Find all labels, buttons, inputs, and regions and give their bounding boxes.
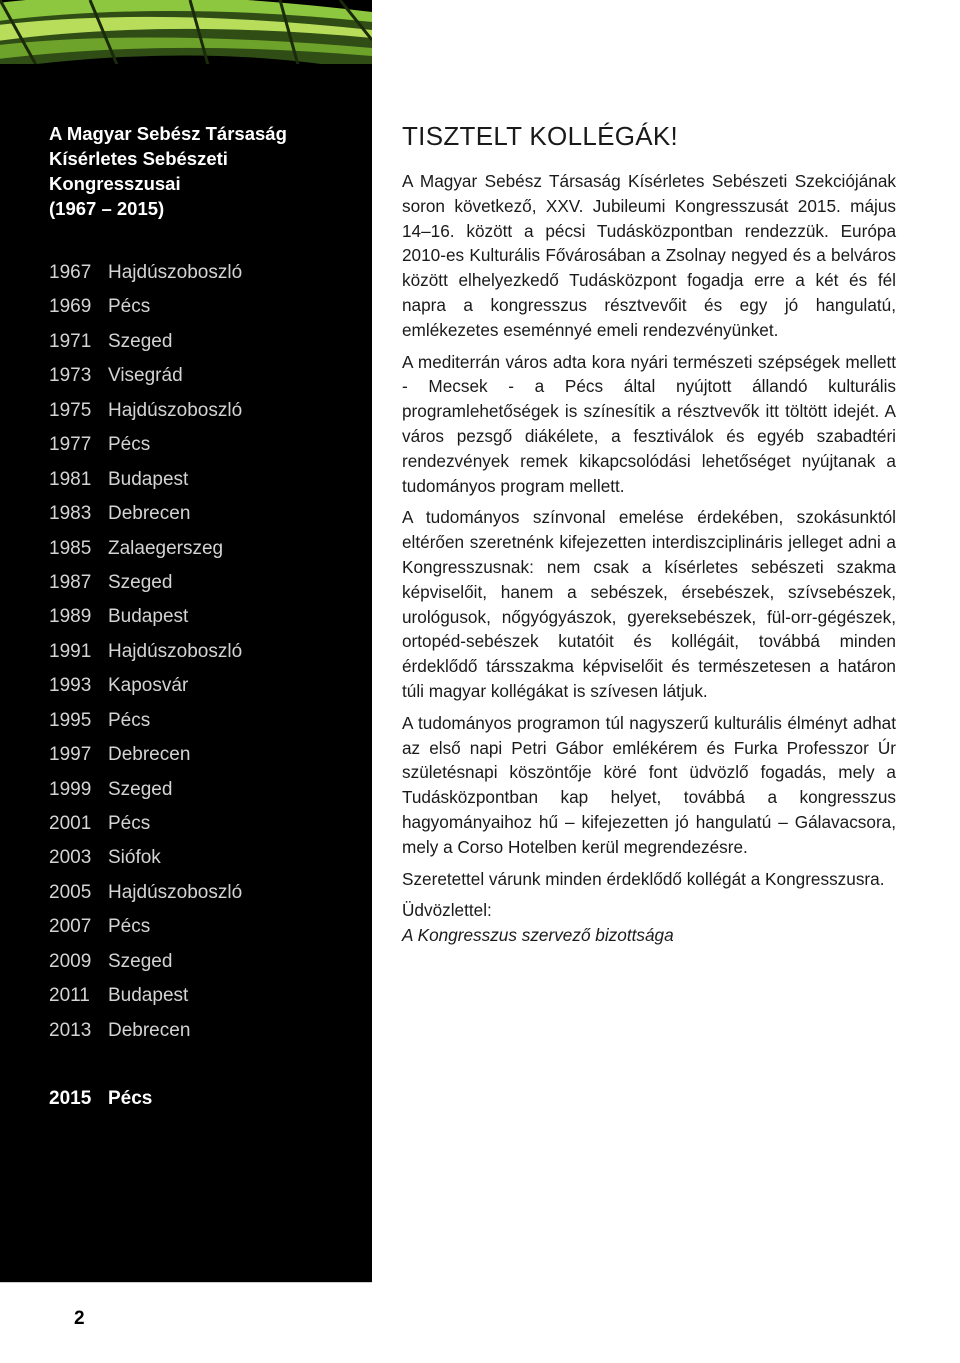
timeline-year: 1997 xyxy=(49,744,92,766)
timeline-item xyxy=(49,325,349,359)
signature: A Kongresszus szervező bizottsága xyxy=(402,925,674,946)
timeline-city: Zalaegerszeg xyxy=(108,537,224,559)
timeline-city: Szeged xyxy=(108,778,173,800)
timeline-city: Kaposvár xyxy=(108,675,189,697)
timeline-city: Pécs xyxy=(108,813,151,834)
timeline-city: Pécs xyxy=(108,434,151,456)
timeline-city: Debrecen xyxy=(108,503,191,525)
timeline-item xyxy=(49,1014,349,1048)
decorative-leaf-graphic xyxy=(0,0,372,72)
timeline-item xyxy=(49,359,349,393)
main-content xyxy=(402,119,896,948)
timeline-city: Szeged xyxy=(108,571,173,593)
timeline-city: Siófok xyxy=(108,847,161,869)
timeline-item xyxy=(49,669,349,703)
timeline-year: 1977 xyxy=(49,434,92,456)
congress-history-title xyxy=(49,121,349,221)
timeline-year: 1991 xyxy=(49,640,92,662)
timeline-item xyxy=(49,910,349,944)
title-line: A Magyar Sebész Társaság xyxy=(49,123,287,144)
timeline-city: Debrecen xyxy=(108,744,191,766)
timeline-year: 1973 xyxy=(49,365,92,387)
timeline-city: Hajdúszoboszló xyxy=(108,399,243,421)
timeline-year: 1983 xyxy=(49,503,92,525)
timeline-year: 2011 xyxy=(49,985,90,1007)
title-line: (1967 – 2015) xyxy=(49,198,165,219)
timeline-city: Hajdúszoboszló xyxy=(108,640,243,662)
timeline-item xyxy=(49,841,349,875)
timeline-city: Pécs xyxy=(108,709,151,731)
timeline-year: 1985 xyxy=(49,537,92,559)
timeline-item xyxy=(49,635,349,669)
timeline-year: 2009 xyxy=(49,950,92,972)
timeline-year: 2005 xyxy=(49,881,92,903)
timeline-year: 2007 xyxy=(49,916,92,938)
timeline-year: 1993 xyxy=(49,675,92,697)
body-paragraph: A Magyar Sebész Társaság Kísérletes Sebészeti Szekciójának soron következő, XXV. Jubileumi Kongresszusát 2015. május 14–16. között a pécsi Tudásközpontban rendezzük. Európa 2010-es Kulturális Fővárosában a Zsolnay negyed és a belváros között elhelyezkedő Tudásközpont fogadja erre a két és fél napra a kongresszus résztvevőit és egy jó hangulatú, emlékezetes eseménnyé emeli rendezvényünket. xyxy=(402,171,896,340)
timeline-city: Szeged xyxy=(108,950,173,972)
timeline-city: Pécs xyxy=(108,916,151,938)
timeline-item xyxy=(49,497,349,531)
page-number: 2 xyxy=(74,1308,85,1329)
timeline-year: 2003 xyxy=(49,847,92,869)
timeline-item xyxy=(49,704,349,738)
timeline-city: Budapest xyxy=(108,606,189,628)
body-paragraph: A tudományos programon túl nagyszerű kulturális élményt adhat az első napi Petri Gábor emlékérem és Furka Professzor Úr születésnapi köszöntője köré font üdvözlő fogadás, mely a Tudásközpontban kap helyet, továbbá a kongresszus hagyományaihoz hű – kifejezetten jó hangulatú – Gálavacsora, mely a Corso Hotelben kerül megrendezésre. xyxy=(402,712,896,857)
timeline-item xyxy=(49,876,349,910)
body-paragraph: A tudományos színvonal emelése érdekében, szokásunktól eltérően szeretnénk kifejezetten interdiszciplináris jelleget adni a Kongresszusnak: nem csak a kísérletes sebészeti szakma képviselőit, hanem a sebészek, érsebészek, szívsebészek, urológusok, nőgyógyászok, gyereksebészek, fül-orr-gégészek, ortopéd-sebészek kutatóit és kollégáit, továbbá minden érdeklődő társszakma képviselőit és természetesen a határon túli magyar kollégákat is szívesen látjuk. xyxy=(402,507,896,701)
timeline-item xyxy=(49,532,349,566)
timeline-year: 1989 xyxy=(49,606,92,628)
timeline-year: 1967 xyxy=(49,262,92,283)
timeline-year: 1969 xyxy=(49,296,92,318)
timeline-item xyxy=(49,945,349,979)
timeline-item xyxy=(49,773,349,807)
timeline-city: Budapest xyxy=(108,985,189,1007)
congress-timeline xyxy=(49,256,349,1048)
page-heading: TISZTELT KOLLÉGÁK! xyxy=(402,121,679,151)
timeline-item xyxy=(49,979,349,1013)
current-year: 2015 xyxy=(49,1088,92,1109)
timeline-year: 1971 xyxy=(49,330,92,352)
timeline-year: 1975 xyxy=(49,399,92,421)
timeline-year: 1995 xyxy=(49,709,92,731)
timeline-item xyxy=(49,394,349,428)
timeline-item xyxy=(49,738,349,772)
timeline-city: Pécs xyxy=(108,296,151,318)
timeline-item xyxy=(49,290,349,324)
title-line: Kísérletes Sebészeti xyxy=(49,148,228,169)
timeline-item xyxy=(49,566,349,600)
sidebar-panel xyxy=(0,0,372,1362)
timeline-city: Visegrád xyxy=(108,365,183,387)
timeline-year: 2013 xyxy=(49,1019,92,1041)
timeline-item xyxy=(49,807,349,841)
timeline-year: 2001 xyxy=(49,813,92,834)
timeline-city: Hajdúszoboszló xyxy=(108,262,243,283)
title-line: Kongresszusai xyxy=(49,173,181,194)
timeline-year: 1987 xyxy=(49,571,92,593)
timeline-city: Hajdúszoboszló xyxy=(108,881,243,903)
footer-white-band xyxy=(0,1282,372,1363)
body-paragraph: A mediterrán város adta kora nyári természeti szépségek mellett - Mecsek - a Pécs által nyújtott állandó kulturális programlehetőségek is színesítik a résztvevők itt töltött idejét. A város pezsgő diákélete, a fesztiválok és egyéb szabadtéri rendezvények remek kikapcsolódási lehetőséget nyújtanak a tudományos program mellett. xyxy=(402,351,896,496)
timeline-item xyxy=(49,463,349,497)
timeline-item xyxy=(49,428,349,462)
timeline-year: 1999 xyxy=(49,778,92,800)
timeline-city: Budapest xyxy=(108,468,189,490)
body-paragraph: Szeretettel várunk minden érdeklődő kollégát a Kongresszusra. xyxy=(402,868,885,889)
timeline-item xyxy=(49,600,349,634)
current-congress-entry xyxy=(49,1082,152,1116)
timeline-city: Szeged xyxy=(108,330,173,352)
greeting: Üdvözlettel: xyxy=(402,900,492,921)
timeline-city: Debrecen xyxy=(108,1019,191,1041)
current-city: Pécs xyxy=(108,1088,153,1109)
timeline-year: 1981 xyxy=(49,468,92,490)
timeline-item xyxy=(49,256,349,290)
